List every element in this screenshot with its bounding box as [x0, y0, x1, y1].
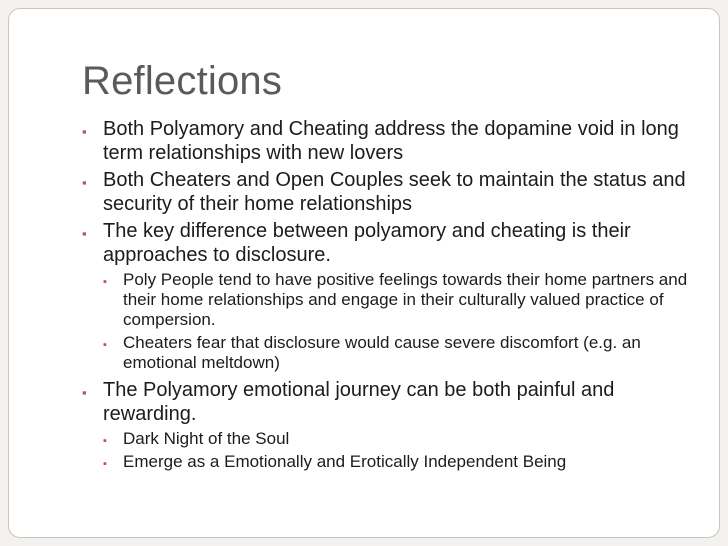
- sub-bullet-item: [103, 452, 702, 472]
- square-bullet-icon: ▪: [103, 276, 107, 288]
- square-bullet-icon: ▪: [82, 124, 87, 139]
- sub-bullet-item: [103, 429, 702, 449]
- sub-bullet-item: [103, 333, 702, 373]
- square-bullet-icon: ▪: [82, 175, 87, 190]
- square-bullet-icon: ▪: [103, 435, 107, 447]
- bullet-list: [82, 117, 702, 475]
- square-bullet-icon: ▪: [82, 385, 87, 400]
- slide-title: Reflections: [82, 59, 283, 103]
- sub-bullet-text: Emerge as a Emotionally and Erotically Independent Being: [123, 452, 567, 471]
- bullet-item: [82, 168, 702, 216]
- bullet-text: The key difference between polyamory and cheating is their approaches to disclosure.: [103, 220, 631, 266]
- bullet-item: [82, 378, 702, 426]
- square-bullet-icon: ▪: [103, 458, 107, 470]
- sub-bullet-item: [103, 270, 702, 330]
- bullet-text: Both Polyamory and Cheating address the dopamine void in long term relationships with new lovers: [103, 118, 679, 164]
- sub-bullet-text: Poly People tend to have positive feelings towards their home partners and their home relationships and engage in their culturally valued practice of compersion.: [123, 270, 688, 329]
- bullet-text: Both Cheaters and Open Couples seek to maintain the status and security of their home relationships: [103, 169, 686, 215]
- square-bullet-icon: ▪: [82, 226, 87, 241]
- square-bullet-icon: ▪: [103, 339, 107, 351]
- bullet-item: [82, 219, 702, 267]
- sub-bullet-text: Dark Night of the Soul: [123, 429, 290, 448]
- sub-bullet-text: Cheaters fear that disclosure would cause severe discomfort (e.g. an emotional meltdown): [123, 333, 641, 372]
- bullet-text: The Polyamory emotional journey can be both painful and rewarding.: [103, 379, 615, 425]
- bullet-item: [82, 117, 702, 165]
